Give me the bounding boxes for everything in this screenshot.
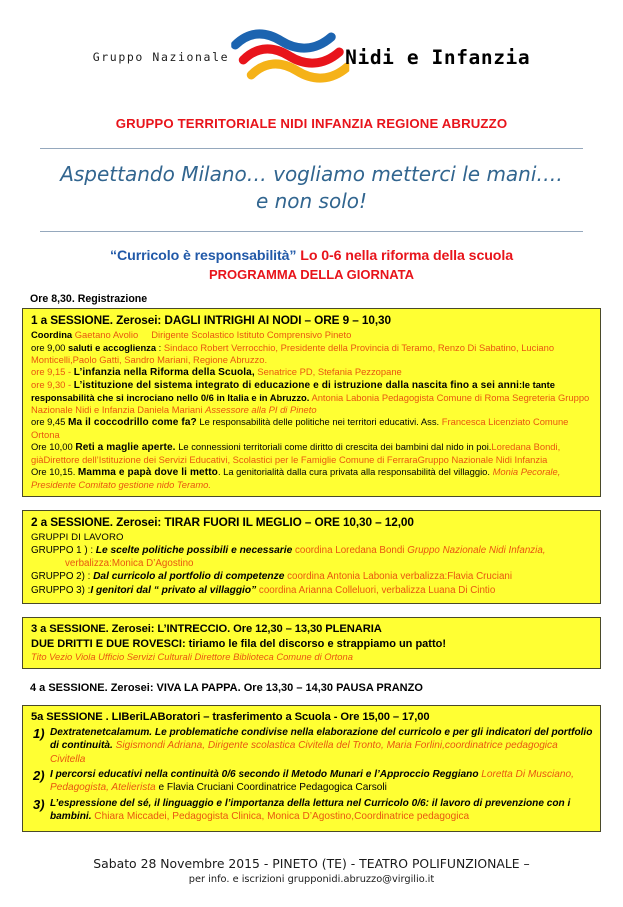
item-1000-names: Loredana Bondi, giàDirettore dell’Istituzione dei Servizi Educativi, Scolastici per le Famiglie Comune di FerraraGruppo Nazionale Nidi Infanzia [31, 441, 561, 466]
item-915-time: ore 9,15 - [31, 365, 74, 377]
item-1000-title: Reti a maglie aperte. [75, 442, 176, 454]
group-3-label: GRUPPO 3) : [31, 584, 91, 596]
curricolo-quote: “Curricolo è responsabilità” [110, 248, 297, 265]
session-1-item-1000 [31, 441, 594, 466]
item-930-names: Antonia Labonia Pedagogista Comune di Roma Segreteria Gruppo Nazionale Nidi e Infanzia Daniela Mariani [31, 391, 590, 415]
registration-time: Ore 8,30. Registrazione [30, 293, 148, 306]
group-2-line [31, 570, 594, 584]
group-1-verbalizza: verbalizza:Monica D’Agostino [65, 557, 194, 569]
group-3-name: I genitori dal “ privato al villaggio” [90, 584, 257, 596]
item-900-time: ore 9,00 [31, 341, 69, 353]
session-2-subheading: GRUPPI DI LAVORO [31, 531, 124, 543]
session-5-box [22, 705, 601, 831]
item-1-lead: Dextratenetcalamum. Le problematiche condivise nella elaborazione del curricolo e per gli indicatori del portfolio di continuità. [50, 726, 593, 752]
session-2-box [22, 510, 601, 603]
item-2-names-tail: e Flavia Cruciani Coordinatrice Pedagogica Carsoli [155, 782, 387, 794]
session-3-subtitle: DUE DRITTI E DUE ROVESCI: tiriamo le fila del discorso e strappiamo un patto! [31, 637, 447, 650]
session-1-item-915 [31, 366, 594, 379]
slogan-line-2: e non solo! [255, 188, 368, 213]
territorial-group-title: GRUPPO TERRITORIALE NIDI INFANZIA REGIONE ABRUZZO [115, 116, 508, 131]
logo-gruppo-nazionale-text: Gruppo Nazionale [92, 50, 230, 64]
item-2-body [50, 768, 594, 795]
divider-bottom [40, 231, 583, 232]
item-900-sep: : [156, 341, 164, 353]
item-3-lead: L’espressione del sé, il linguaggio e l’importanza della lettura nel Curricolo 0/6: il lavoro di prevenzione con i bambini. [50, 797, 571, 823]
session-4-line: 4 a SESSIONE. Zerosei: VIVA LA PAPPA. Ore 13,30 – 14,30 PAUSA PRANZO [30, 682, 423, 695]
item-915-title: L’infanzia nella Riforma della Scuola, [73, 366, 255, 378]
item-1-body [50, 726, 594, 766]
item-900-names: Sindaco Robert Verrocchio, Presidente della Provincia di Teramo, Renzo Di Sabatino, Luciano Monticelli,Paolo Gatti, Sandro Mariani, Regione Abruzzo. [31, 341, 555, 365]
item-945-title: Ma il coccodrillo come fa? [68, 417, 197, 429]
item-930-time: ore 9,30 - [31, 378, 74, 390]
item-3-number: 3) [33, 796, 45, 812]
group-1-second-line [31, 558, 594, 571]
item-1015-sub: . La genitorialità dalla cura privata alla responsabilità del villaggio. [217, 466, 493, 478]
session-1-item-900 [31, 342, 594, 366]
item-900-title: saluti e accoglienza [68, 341, 157, 353]
item-930-sub: :le tante responsabilità che si incrociano nello 0/6 in Italia e in Abruzzo. [31, 378, 555, 403]
event-slogan [22, 149, 601, 220]
item-945-names: Francesca Licenziato Comune Ortona [31, 416, 569, 441]
item-1015-time: Ore 10,15. [31, 466, 78, 478]
item-1015-title: Mamma e papà dove li metto [77, 467, 218, 479]
footer-contact-line: per info. e iscrizioni grupponidi.abruzzo@virgilio.it [188, 874, 435, 885]
logo-nidi-e-infanzia-text: Nidi e Infanzia [345, 45, 531, 69]
coordina-label: Coordina [31, 329, 73, 341]
coordina-name: Gaetano Avolio [74, 329, 139, 341]
session-1-box [22, 308, 601, 497]
logo-waves-icon [231, 29, 349, 87]
session-3-speaker: Tito Vezio Viola Ufficio Servizi Culturali Direttore Biblioteca Comune di Ortona [31, 651, 353, 663]
group-2-name: Dal curricolo al portfolio di competenze [93, 571, 285, 583]
group-3-line [31, 584, 594, 598]
coordina-role: Dirigente Scolastico Istituto Comprensivo Pineto [151, 329, 352, 341]
group-1-name: Le scelte politiche possibili e necessarie [95, 545, 293, 557]
group-3-detail: coordina Arianna Colleluori, verbalizza Luana Di Cintio [256, 584, 496, 596]
item-2-lead: I percorsi educativi nella continuità 0/6 secondo il Metodo Munari e l’Approccio Reggiano [50, 769, 479, 780]
item-2-number: 2) [33, 768, 45, 783]
slogan-line-1: Aspettando Milano… vogliamo metterci le mani…. [60, 162, 563, 186]
item-945-time: ore 9,45 [31, 416, 69, 428]
group-1-detail-italic: Gruppo Nazionale Nidi Infanzia, [407, 545, 546, 557]
session-1-item-1015 [31, 466, 594, 491]
flyer-page [0, 26, 623, 907]
item-1000-time: Ore 10,00 [31, 441, 76, 453]
group-2-label: GRUPPO 2) : [31, 571, 94, 583]
item-3-body [50, 797, 594, 824]
session-1-item-945 [31, 416, 594, 441]
group-1-detail: coordina Loredana Bondi [292, 545, 408, 557]
item-1000-sub: Le connessioni territoriali come diritto di crescita dei bambini dal nido in poi. [175, 441, 492, 453]
session-1-item-930 [31, 379, 594, 416]
curricolo-title [22, 248, 601, 264]
item-1-number: 1) [33, 725, 45, 741]
item-1-names: Sigismondi Adriana, Dirigente scolastica Civitella del Tronto, Maria Forlini,coordinatrice pedagogica Civitella [50, 740, 558, 765]
programma-title: PROGRAMMA DELLA GIORNATA [208, 267, 415, 283]
group-1-line [31, 544, 594, 558]
session-5-item-1 [31, 726, 594, 766]
item-930-names-italic: Assessore alla PI di Pineto [205, 403, 317, 415]
session-1-coordina-line [31, 329, 594, 341]
session-5-item-2 [31, 768, 594, 795]
session-3-heading: 3 a SESSIONE. Zerosei: L’INTRECCIO. Ore 12,30 – 13,30 PLENARIA [31, 622, 382, 635]
session-5-item-3 [31, 797, 594, 824]
item-2-names: Loretta Di Musciano, Pedagogista, Atelierista [50, 769, 574, 794]
session-1-heading: 1 a SESSIONE. Zerosei: DAGLI INTRIGHI AI NODI – ORE 9 – 10,30 [31, 313, 391, 328]
group-1-label: GRUPPO 1 ) : [31, 545, 96, 557]
item-945-sub: Le responsabilità delle politiche nei territori educativi. Ass. [196, 416, 440, 428]
curricolo-subtitle: Lo 0-6 nella riforma della scuola [300, 248, 513, 265]
session-3-box [22, 617, 601, 670]
item-915-names: Senatrice PD, Stefania Pezzopane [254, 365, 402, 377]
session-5-heading: 5a SESSIONE . LIBeriLABoratori – trasferimento a Scuola - Ore 15,00 – 17,00 [31, 711, 430, 724]
item-3-names: Chiara Miccadei, Pedagogista Clinica, Monica D’Agostino,Coordinatrice pedagogica [91, 811, 470, 823]
group-2-detail: coordina Antonia Labonia verbalizza:Flavia Cruciani [284, 571, 513, 583]
logo-header [22, 26, 601, 114]
item-930-title: L’istituzione del sistema integrato di educazione e di istruzione dalla nascita fino a sei anni [73, 379, 520, 391]
item-1015-names: Monia Pecorale, Presidente Comitato gestione nido Teramo. [31, 466, 561, 491]
session-2-heading: 2 a SESSIONE. Zerosei: TIRAR FUORI IL MEGLIO – ORE 10,30 – 12,00 [31, 515, 414, 530]
footer-venue-line: Sabato 28 Novembre 2015 - PINETO (TE) - TEATRO POLIFUNZIONALE – [93, 856, 530, 871]
